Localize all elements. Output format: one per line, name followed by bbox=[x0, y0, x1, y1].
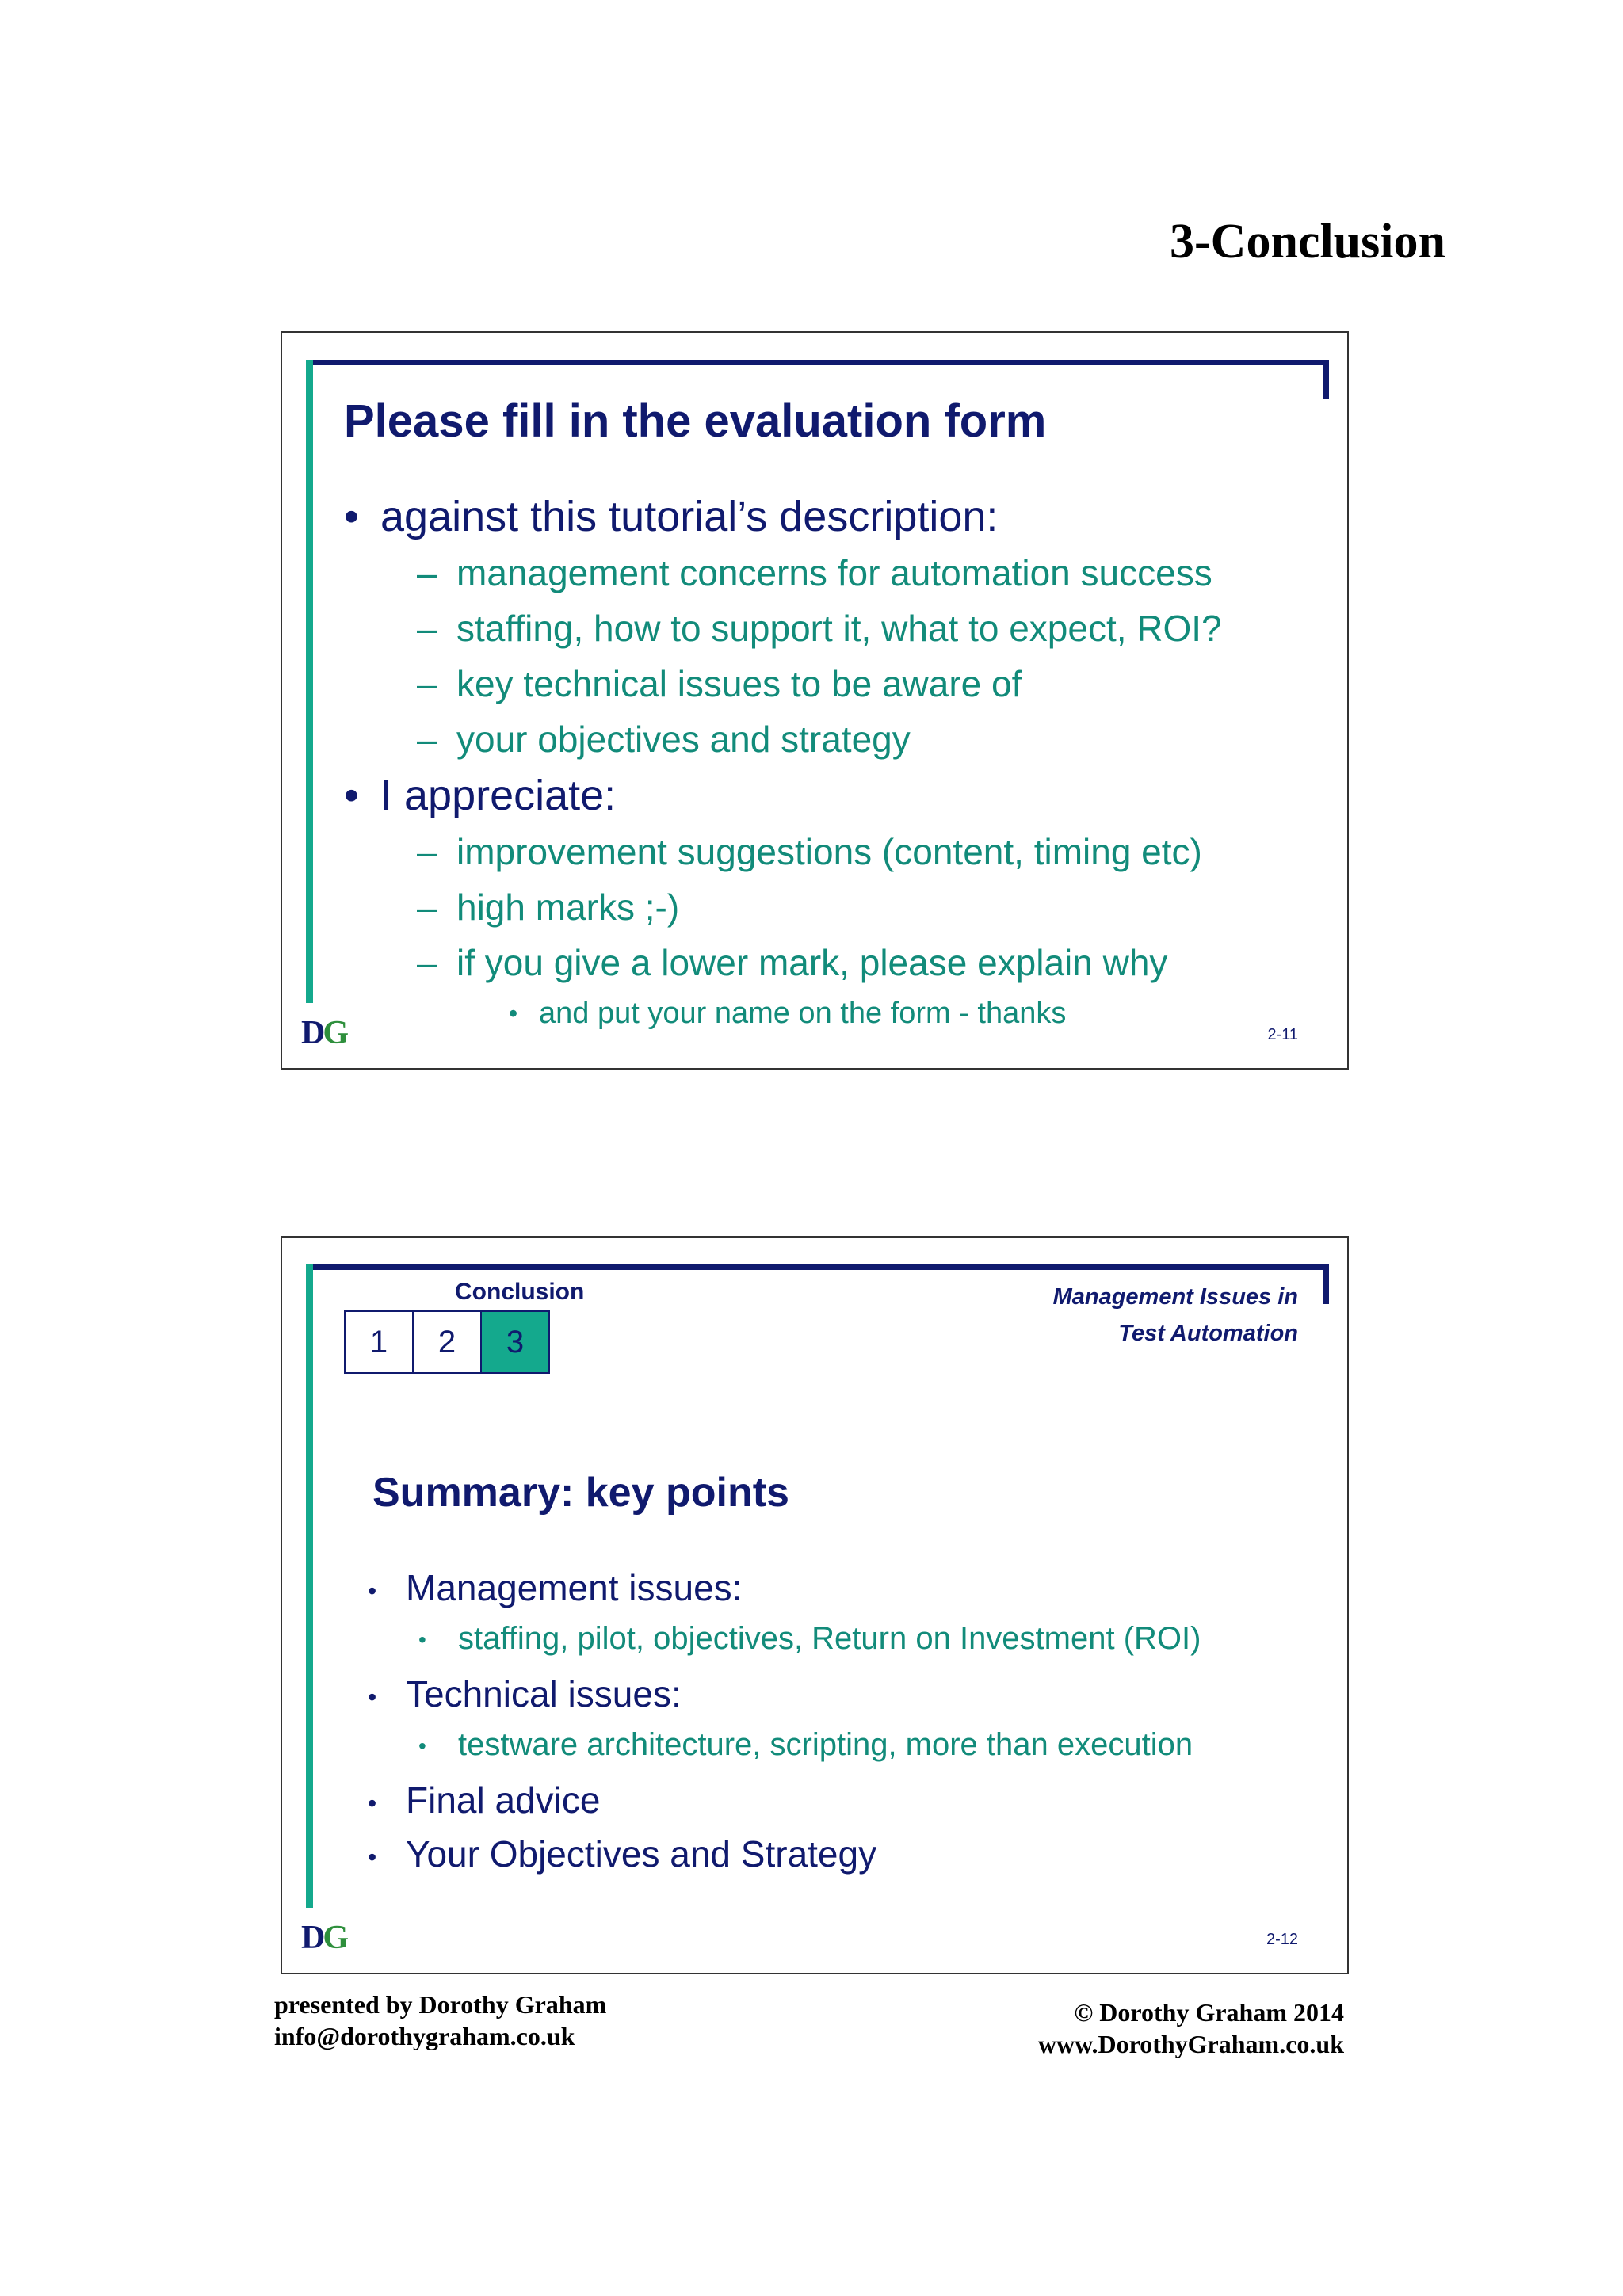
slide-summary bbox=[281, 1236, 1349, 1974]
slide-frame-right bbox=[1323, 360, 1329, 399]
presenter-email: info@dorothygraham.co.uk bbox=[274, 2022, 575, 2050]
slide-number: 2-12 bbox=[1266, 1931, 1298, 1948]
list-item: – management concerns for automation success bbox=[344, 545, 1303, 601]
footer-copyright bbox=[1038, 1997, 1344, 2060]
logo-letter-g: G bbox=[323, 1920, 347, 1956]
list-item: • Final advice bbox=[368, 1773, 1279, 1827]
section-nav bbox=[344, 1310, 548, 1374]
sub-list-item: • staffing, pilot, objectives, Return on Investment (ROI) bbox=[368, 1615, 1279, 1662]
list-item: – your objectives and strategy bbox=[344, 711, 1303, 767]
list-item: – high marks ;-) bbox=[344, 879, 1303, 935]
course-title bbox=[1053, 1279, 1298, 1352]
sub-list-item: • and put your name on the form - thanks bbox=[344, 990, 1303, 1036]
list-item: • Your Objectives and Strategy bbox=[368, 1827, 1279, 1881]
website-url: www.DorothyGraham.co.uk bbox=[1037, 2030, 1344, 2058]
bullet-list bbox=[344, 488, 1303, 1036]
dg-logo bbox=[301, 1014, 346, 1052]
bullet-list bbox=[368, 1561, 1279, 1881]
presenter-name: presented by Dorothy Graham bbox=[274, 1990, 607, 2019]
list-item: • Technical issues: bbox=[368, 1667, 1279, 1721]
sub-list-item: • testware architecture, scripting, more than execution bbox=[368, 1721, 1279, 1768]
bullet-appreciate: • I appreciate: bbox=[344, 767, 1303, 824]
dg-logo bbox=[301, 1919, 346, 1957]
bullet-description: • against this tutorial’s description: bbox=[344, 488, 1303, 545]
logo-letter-d: D bbox=[301, 1920, 323, 1956]
slide-title: Please fill in the evaluation form bbox=[344, 395, 1047, 447]
list-item: – if you give a lower mark, please explain why bbox=[344, 935, 1303, 990]
slide-evaluation bbox=[281, 331, 1349, 1070]
logo-letter-g: G bbox=[323, 1015, 347, 1051]
section-box-3-active: 3 bbox=[480, 1310, 550, 1374]
slide-number: 2-11 bbox=[1267, 1026, 1298, 1043]
slide-frame-top bbox=[306, 1264, 1328, 1270]
slide-title: Summary: key points bbox=[372, 1470, 789, 1516]
course-title-line2: Test Automation bbox=[1118, 1321, 1298, 1346]
slide-frame-left bbox=[306, 1264, 313, 1908]
list-item: – improvement suggestions (content, timing etc) bbox=[344, 824, 1303, 879]
copyright-text: © Dorothy Graham 2014 bbox=[1074, 1998, 1344, 2027]
section-label: Conclusion bbox=[455, 1279, 585, 1305]
course-title-line1: Management Issues in bbox=[1052, 1284, 1298, 1310]
list-item: – key technical issues to be aware of bbox=[344, 656, 1303, 711]
footer-presenter bbox=[274, 1989, 606, 2052]
slide-frame-left bbox=[306, 360, 313, 1003]
section-box-2: 2 bbox=[412, 1310, 482, 1374]
list-item: – staffing, how to support it, what to expect, ROI? bbox=[344, 601, 1303, 656]
logo-letter-d: D bbox=[301, 1015, 323, 1051]
slide-frame-top bbox=[306, 360, 1328, 365]
list-item: • Management issues: bbox=[368, 1561, 1279, 1615]
slide-frame-right bbox=[1323, 1264, 1329, 1304]
page-title: 3-Conclusion bbox=[1170, 215, 1445, 269]
section-box-1: 1 bbox=[344, 1310, 414, 1374]
